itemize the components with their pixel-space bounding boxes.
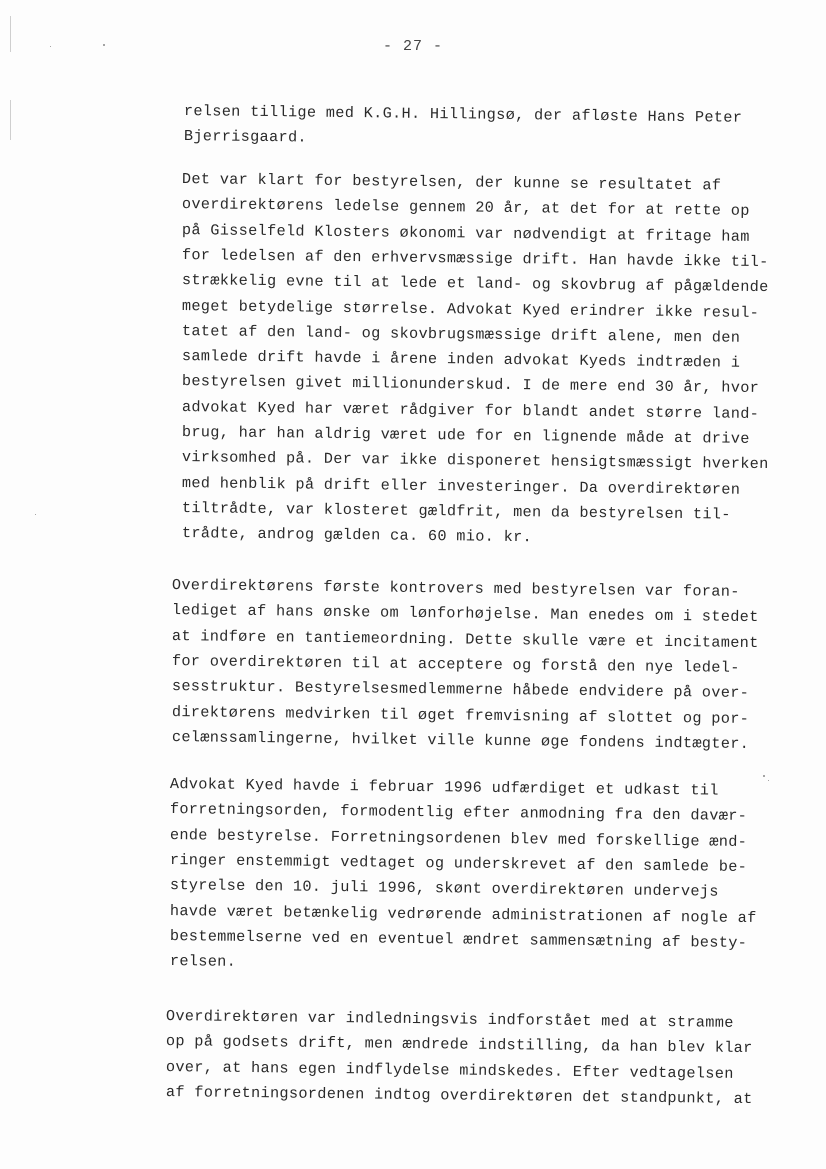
text-line: Det var klart for bestyrelsen, der kunne se resultatet af	[181, 170, 722, 195]
scan-speck	[768, 780, 769, 781]
text-line: med henblik på drift eller investeringer. Da overdirektøren	[181, 473, 741, 499]
text-line: direktørens medvirken til øget fremvisning af slottet og por-	[171, 702, 750, 728]
text-line: bestemmelserne ved en eventuel ændret sammensætning af besty-	[169, 926, 748, 952]
text-line: strækkelig evne til at lede et land- og skovbrug af pågældende	[181, 271, 769, 297]
text-line: tiltrådte, var klosteret gældfrit, men da bestyrelsen til-	[181, 498, 731, 524]
text-line: for overdirektøren til at acceptere og forstå den nye ledel-	[171, 651, 740, 677]
text-line: at indføre en tantiemeordning. Dette skulle være et incitament	[171, 626, 759, 652]
text-line: brug, har han aldrig været ude for en lignende måde at drive	[181, 423, 750, 448]
text-line: celænssamlingerne, hvilket ville kunne øge fondens indtægter.	[171, 727, 750, 753]
text-line: sesstruktur. Bestyrelsesmedlemmerne håbede endvidere på over-	[171, 677, 750, 703]
text-line: bestyrelsen givet millionunderskud. I de mere end 30 år, hvor	[181, 372, 760, 398]
text-line: op på godsets drift, men ændrede indstilling, da han blev klar	[165, 1032, 753, 1058]
page-number: - 27 -	[382, 38, 443, 55]
text-line: virksomhed på. Der var ikke disponeret hensigtsmæssigt hverken	[181, 448, 769, 474]
text-line: på Gisselfeld Klosters økonomi var nødvendigt at fritage ham	[181, 220, 750, 246]
text-line: meget betydelige størrelse. Advokat Kyed erindrer ikke resul-	[181, 296, 760, 322]
text-line: overdirektørens ledelse gennem 20 år, at det for at rette op	[181, 195, 750, 221]
text-line: forretningsorden, formodentlig efter anmodning fra den davær-	[169, 800, 748, 826]
text-line: advokat Kyed har været rådgiver for blandt andet større land-	[181, 397, 760, 423]
text-line: af forretningsordenen indtog overdirektøren det standpunkt, at	[165, 1082, 753, 1108]
text-line: Overdirektørens første kontrovers med bestyrelsen var foran-	[171, 576, 740, 601]
text-line: relsen tillige med K.G.H. Hillingsø, der afløste Hans Peter	[183, 102, 743, 127]
text-line: over, at hans egen indflydelse mindskedes. Efter vedtagelsen	[165, 1057, 734, 1083]
scan-edge-mark	[10, 100, 11, 140]
scan-speck	[763, 775, 765, 777]
text-line: Advokat Kyed havde i februar 1996 udfærdiget et udkast til	[169, 775, 719, 800]
text-line: havde været betænkelig vedrørende administrationen af nogle af	[169, 901, 757, 927]
text-line: for ledelsen af den erhvervsmæssige drift. Han havde ikke til-	[181, 245, 769, 271]
text-line: lediget af hans ønske om lønforhøjelse. Man enedes om i stedet	[171, 601, 759, 627]
scan-speck	[35, 514, 36, 515]
text-line: relsen.	[169, 952, 237, 971]
text-line: Bjerrisgaard.	[183, 127, 308, 147]
text-line: ringer enstemmigt vedtaget og underskrevet af den samlede be-	[169, 850, 748, 876]
text-line: styrelse den 10. juli 1996, skønt overdirektøren undervejs	[169, 876, 719, 901]
text-line: tatet af den land- og skovbrugsmæssige drift alene, men den	[181, 321, 741, 347]
text-line: trådte, androg gælden ca. 60 mio. kr.	[181, 524, 533, 547]
text-line: ende bestyrelse. Forretningsordenen blev med forskellige ænd-	[169, 825, 748, 851]
text-line: Overdirektøren var indledningsvis indforstået med at stramme	[165, 1007, 734, 1032]
text-line: samlede drift havde i årene inden advokat Kyeds indtræden i	[181, 347, 741, 372]
